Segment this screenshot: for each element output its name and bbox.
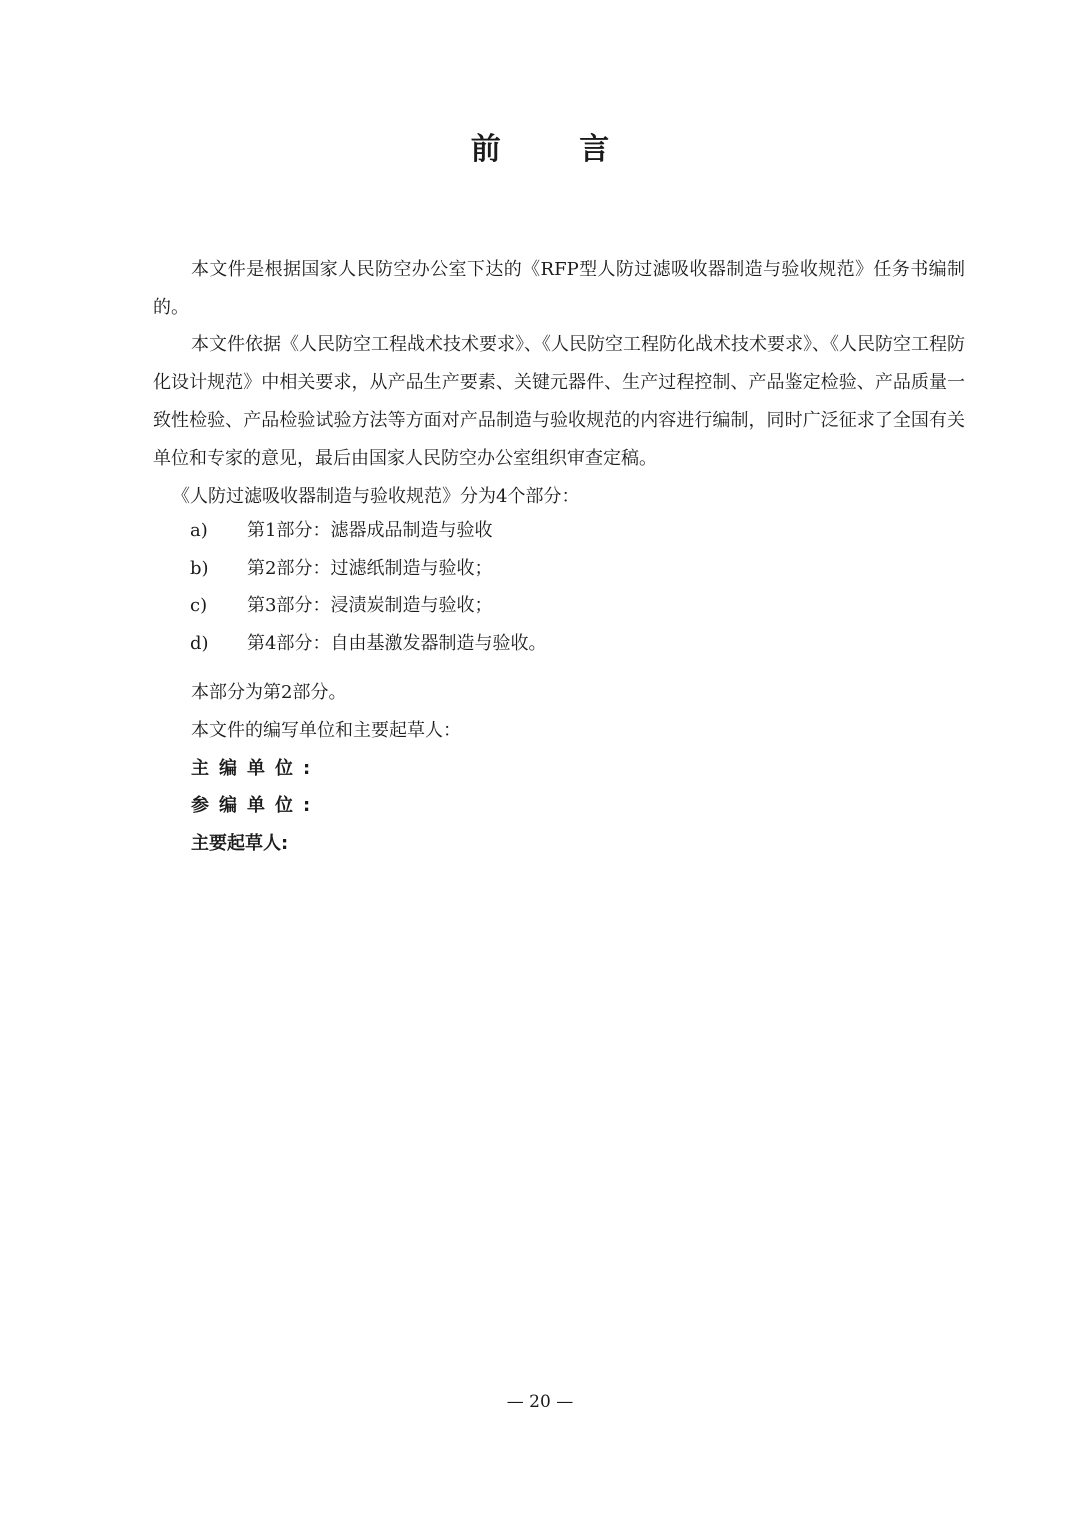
parts-list [190, 512, 546, 662]
chief-unit-label: 主编单位: [191, 758, 321, 779]
list-item-text: 第1部分：滤器成品制造与验收 [247, 520, 493, 541]
drafting-intro: 本文件的编写单位和主要起草人： [191, 720, 461, 741]
parts-intro-text: 《人防过滤吸收器制造与验收规范》分为4个部分： [172, 486, 580, 507]
parts-intro-paragraph [153, 478, 965, 516]
list-item-text: 第2部分：过滤纸制造与验收； [247, 557, 493, 579]
intro-text: 本文件是根据国家人民防空办公室下达的《RFP型人防过滤吸收器制造与验收规范》任务书编制的。 [153, 259, 965, 318]
list-marker: d) [190, 632, 209, 654]
list-item-text: 第3部分：浸渍炭制造与验收； [247, 595, 493, 616]
list-marker: b) [190, 557, 209, 579]
list-item-text: 第4部分：自由基激发器制造与验收。 [247, 632, 547, 654]
part-note: 本部分为第2部分。 [191, 682, 347, 703]
basis-text: 本文件依据《人民防空工程战术技术要求》、《人民防空工程防化战术技术要求》、《人民防空工程防化设计规范》中相关要求，从产品生产要素、关键元器件、生产过程控制、产品鉴定检验、产品质量一致性检验、产品检验试验方法等方面对产品制造与验收规范的内容进行编制，同时广泛征求了全国有关单位和专家的意见，最后由国家人民防空办公室组织审查定稿。 [153, 334, 965, 469]
list-item [190, 550, 546, 588]
list-item [190, 625, 546, 663]
participating-unit-label: 参编单位: [191, 795, 321, 816]
page-title: 前 言 [470, 132, 644, 167]
basis-paragraph [153, 326, 965, 478]
list-item [190, 587, 546, 625]
list-marker: c) [190, 595, 208, 616]
main-drafters-label: 主要起草人: [191, 833, 289, 854]
list-marker: a) [190, 520, 208, 541]
page-number: — 20 — [506, 1392, 574, 1412]
list-item [190, 512, 546, 550]
intro-paragraph [153, 251, 965, 327]
